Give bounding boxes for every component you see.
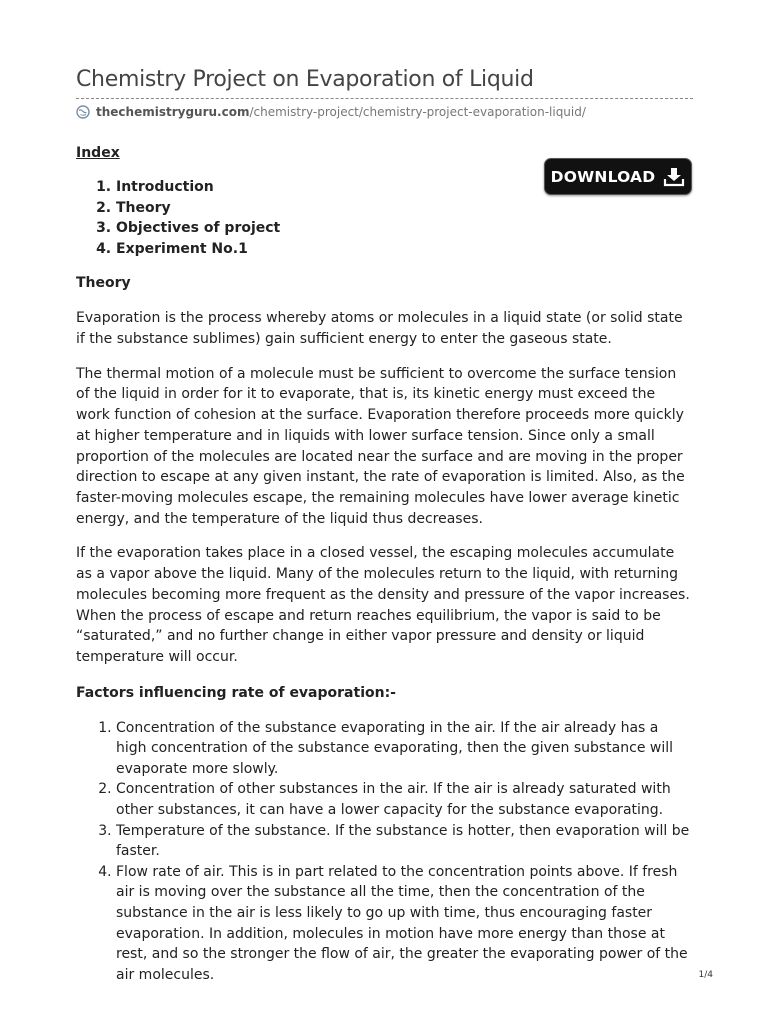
- theory-paragraph: Evaporation is the process whereby atoms or molecules in a liquid state (or solid state if the substance sublimes) gain sufficient energy to enter the gaseous state.: [76, 310, 683, 348]
- source-domain[interactable]: thechemistryguru.com: [96, 105, 250, 119]
- index-item-experiment[interactable]: 4. Experiment No.1: [116, 239, 693, 260]
- title-divider: [76, 98, 693, 99]
- page-number: 1/4: [698, 970, 713, 980]
- factor-item: 1. Concentration of the substance evaporating in the air. If the air already has a high concentration of the substance evaporating, then the given substance will evaporate more slowly.: [116, 718, 693, 780]
- factor-item: 4. Flow rate of air. This is in part related to the concentration points above. If fresh air is moving over the substance all the time, then the concentration of the substance in the air is less likely to go up with time, thus encouraging faster evaporation. In addition, molecules in motion have more energy than those at rest, and so the stronger the flow of air, the greater the evaporating power of the air molecules.: [116, 862, 693, 986]
- source-path[interactable]: /chemistry-project/chemistry-project-evaporation-liquid/: [249, 105, 586, 119]
- factors-list: [76, 718, 693, 986]
- globe-icon: [76, 105, 90, 119]
- factor-item: 3. Temperature of the substance. If the substance is hotter, then evaporation will be faster.: [116, 821, 693, 862]
- theory-paragraph: The thermal motion of a molecule must be sufficient to overcome the surface tension of the liquid in order for it to evaporate, that is, its kinetic energy must exceed the work function of cohesion at the surface. Evaporation therefore proceeds more quickly at higher temperature and in liquids with lower surface tension. Since only a small proportion of the molecules are located near the surface and are moving in the proper direction to escape at any given instant, the rate of evaporation is limited. Also, as the faster-moving molecules escape, the remaining molecules have lower average kinetic energy, and the temperature of the liquid thus decreases.: [76, 365, 685, 527]
- index-item-objectives[interactable]: 3. Objectives of project: [116, 218, 693, 239]
- theory-heading: Theory: [76, 275, 131, 292]
- index-item-theory[interactable]: 2. Theory: [116, 198, 693, 219]
- factors-heading: Factors influencing rate of evaporation:-: [76, 684, 396, 701]
- factor-item: 2. Concentration of other substances in the air. If the air is already saturated with other substances, it can have a lower capacity for the substance evaporating.: [116, 779, 693, 820]
- download-button[interactable]: [544, 158, 692, 195]
- document-page: [76, 64, 693, 985]
- download-label: DOWNLOAD: [550, 167, 656, 186]
- page-title: Chemistry Project on Evaporation of Liquid: [76, 67, 534, 92]
- download-tray-icon: [663, 167, 685, 187]
- index-heading: Index: [76, 145, 120, 161]
- index-item-introduction[interactable]: 1. Introduction: [116, 177, 693, 198]
- source-link[interactable]: [76, 103, 693, 121]
- theory-paragraph: If the evaporation takes place in a closed vessel, the escaping molecules accumulate as a vapor above the liquid. Many of the molecules return to the liquid, with returning molecules becoming more frequent as the density and pressure of the vapor increases. When the process of escape and return reaches equilibrium, the vapor is said to be “saturated,” and no further change in either vapor pressure and density or liquid temperature will occur.: [76, 545, 690, 665]
